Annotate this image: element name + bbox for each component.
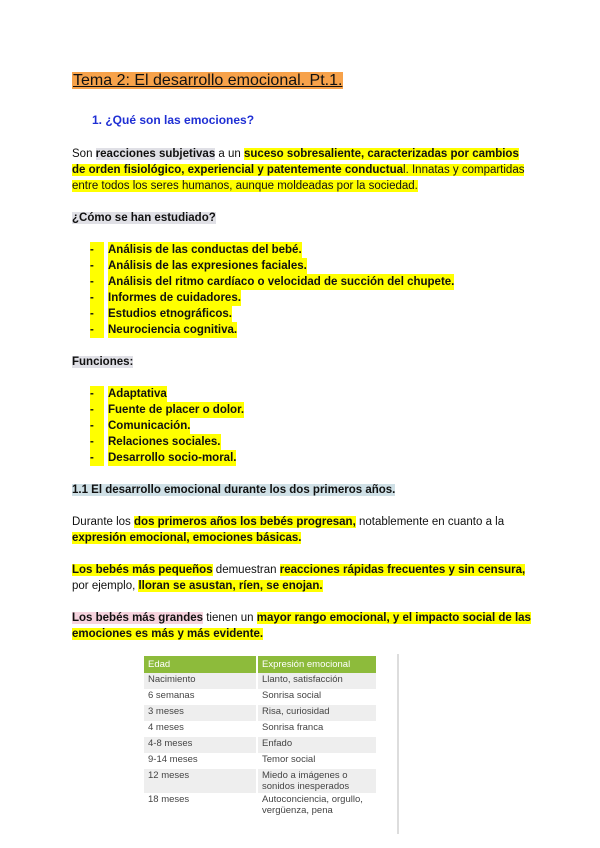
emotions-table (144, 656, 376, 817)
expression-cell: Sonrisa social (257, 689, 376, 705)
functions-list (92, 386, 532, 466)
list-item: - Neurociencia cognitiva. (90, 324, 238, 336)
column-header-age: Edad (144, 656, 257, 673)
expression-cell: Temor social (257, 753, 376, 769)
list-item: - Fuente de placer o dolor. (90, 404, 245, 416)
expression-cell: Autoconciencia, orgullo, vergüenza, pena (257, 793, 376, 817)
list-item: - Relaciones sociales. (90, 436, 221, 448)
paragraph-small-babies: Los bebés más pequeños demuestran reacciones rápidas frecuentes y sin censura, por ejemplo, lloran se asustan, ríen, se enojan. (72, 564, 526, 592)
column-header-expression: Expresión emocional (257, 656, 376, 673)
functions-heading: Funciones: (72, 356, 134, 368)
table-row (144, 769, 376, 793)
paragraph-big-babies: Los bebés más grandes tienen un mayor rango emocional, y el impacto social de las emociones es más y más evidente. (72, 612, 531, 640)
table-row (144, 753, 376, 769)
table-row (144, 705, 376, 721)
list-item: - Análisis de las conductas del bebé. (90, 244, 302, 256)
table-row (144, 689, 376, 705)
list-item: - Desarrollo socio-moral. (90, 452, 237, 464)
list-item: - Análisis de las expresiones faciales. (90, 260, 307, 272)
age-cell: 9-14 meses (148, 754, 198, 765)
definition-paragraph: Son reacciones subjetivas a un suceso sobresaliente, caracterizadas por cambios de orden fisiológico, experiencial y patentemente conductual. Innatas y compartidas entre todos los seres humanos, aunque moldeadas por la sociedad. (72, 148, 525, 192)
age-cell: 12 meses (144, 769, 257, 793)
age-cell: Nacimiento (144, 673, 257, 689)
studies-list (92, 242, 532, 338)
table-row (144, 737, 376, 753)
expression-cell: Enfado (257, 737, 376, 753)
age-cell: 18 meses (148, 794, 190, 805)
expression-cell: Miedo a imágenes o sonidos inesperados (257, 769, 376, 793)
table-row (144, 721, 376, 737)
list-item: - Comunicación. (90, 420, 191, 432)
section-heading-1-1: 1.1 El desarrollo emocional durante los dos primeros años. (72, 484, 396, 496)
table-row (144, 673, 376, 689)
paragraph-progress: Durante los dos primeros años los bebés progresan, notablemente en cuanto a la expresión emocional, emociones básicas. (72, 516, 505, 544)
document-title: Tema 2: El desarrollo emocional. Pt.1. (73, 72, 343, 89)
list-item: - Estudios etnográficos. (90, 308, 232, 320)
expression-cell: Risa, curiosidad (257, 705, 376, 721)
age-cell: 6 semanas (148, 690, 195, 701)
table-header-row (144, 656, 376, 673)
table-row (144, 793, 376, 817)
age-cell: 4-8 meses (144, 737, 257, 753)
list-item: - Informes de cuidadores. (90, 292, 241, 304)
table-edge-divider (397, 654, 399, 834)
age-cell: 4 meses (148, 722, 184, 733)
age-cell: 3 meses (144, 705, 257, 721)
list-item: - Adaptativa (90, 388, 167, 400)
expression-cell: Llanto, satisfacción (257, 673, 376, 689)
studies-heading: ¿Cómo se han estudiado? (72, 212, 216, 224)
section-heading-1: 1. ¿Qué son las emociones? (92, 113, 255, 127)
list-item: - Análisis del ritmo cardíaco o velocidad de succión del chupete. (90, 276, 455, 288)
expression-cell: Sonrisa franca (257, 721, 376, 737)
